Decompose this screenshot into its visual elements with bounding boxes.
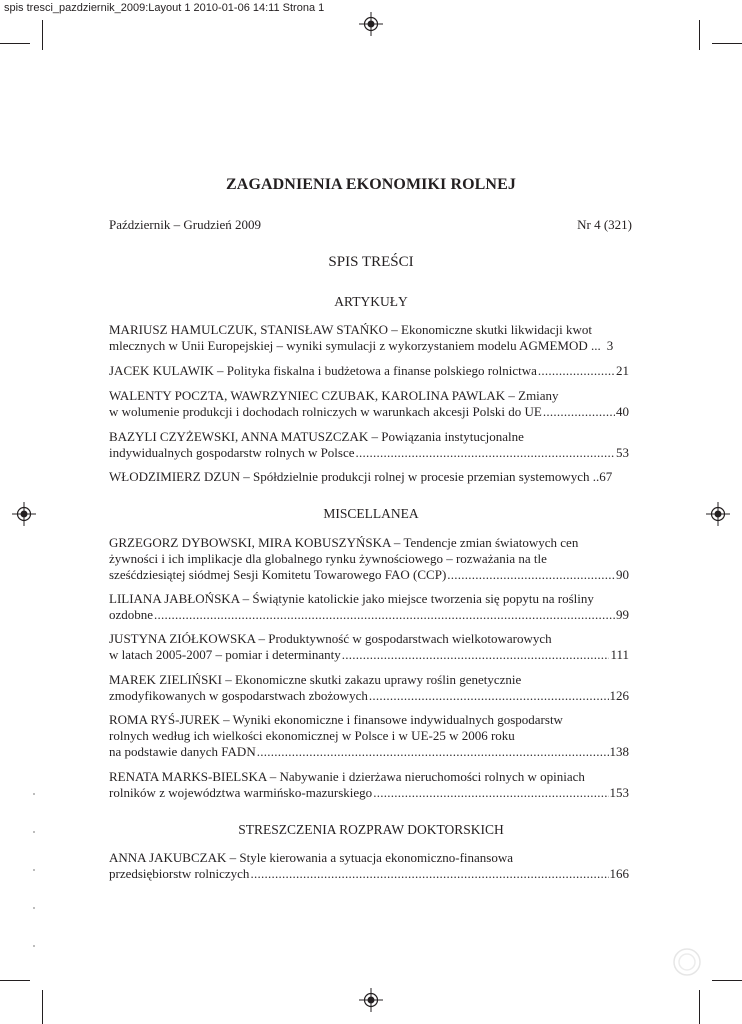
registration-mark-icon [359, 988, 383, 1012]
entry-line: MAREK ZIELIŃSKI – Ekonomiczne skutki zakazu uprawy roślin genetycznie [109, 672, 522, 687]
entry-line: żywności i ich implikacje dla globalnego rynku żywnościowego – rozważania na tle [109, 551, 547, 566]
entry-last-line [109, 469, 629, 485]
entry-line: RENATA MARKS-BIELSKA – Nabywanie i dzierżawa nieruchomości rolnych w opiniach [109, 769, 585, 784]
entry-line: MARIUSZ HAMULCZUK, STANISŁAW STAŃKO – Ekonomiczne skutki likwidacji kwot [109, 322, 593, 337]
entry-line: indywidualnych gospodarstw rolnych w Polsce [109, 445, 355, 460]
entry-last-line [109, 607, 629, 623]
entry-page-number: 40 [616, 404, 629, 419]
crop-mark-bottom-right-v [699, 990, 700, 1024]
entry-last-line [109, 744, 629, 760]
entry-page-number: 53 [616, 445, 629, 460]
leader-dots [154, 607, 615, 623]
toc-entry [109, 769, 629, 801]
leader-dots [447, 567, 615, 583]
crop-mark-top-left-v [42, 20, 43, 50]
leader-dots [257, 744, 609, 760]
leader-dots [373, 785, 608, 801]
leader-dots [250, 866, 608, 882]
margin-dot [33, 869, 35, 871]
crop-mark-bottom-left-v [42, 990, 43, 1024]
issue-line [109, 217, 632, 233]
crop-mark-top-left-h [0, 43, 30, 44]
toc-entry [109, 322, 629, 354]
margin-dot [33, 907, 35, 909]
toc-entry [109, 631, 629, 663]
entry-last-line [109, 363, 629, 379]
entry-line: BAZYLI CZYŻEWSKI, ANNA MATUSZCZAK – Powiązania instytucjonalne [109, 429, 524, 444]
toc-entry [109, 535, 629, 583]
toc-entry [109, 672, 629, 704]
entry-last-line [109, 338, 629, 354]
toc-entry [109, 591, 629, 623]
entry-line: w latach 2005-2007 – pomiar i determinanty [109, 647, 341, 662]
entry-line: LILIANA JABŁOŃSKA – Świątynie katolickie jako miejsce tworzenia się popytu na rośliny [109, 591, 594, 606]
entry-line: mlecznych w Unii Europejskiej – wyniki symulacji z wykorzystaniem modelu AGMEMOD ... [109, 338, 601, 353]
print-slug-line: spis tresci_pazdziernik_2009:Layout 1 2010-01-06 14:11 Strona 1 [4, 2, 325, 14]
entry-line: na podstawie danych FADN [109, 744, 256, 759]
entry-last-line [109, 785, 629, 801]
crop-mark-top-right-v [699, 20, 700, 50]
toc-entry [109, 363, 629, 379]
toc-entry [109, 850, 629, 882]
leader-dots [543, 404, 615, 420]
entry-line: zmodyfikowanych w gospodarstwach zbożowych [109, 688, 368, 703]
watermark-seal-icon [672, 947, 702, 977]
entry-page-number: 166 [609, 866, 629, 881]
entry-last-line [109, 647, 629, 663]
entry-page-number: 153 [609, 785, 629, 800]
section-heading: MISCELLANEA [323, 506, 419, 521]
issue-number: Nr 4 (321) [577, 217, 632, 232]
entry-line: przedsiębiorstw rolniczych [109, 866, 250, 881]
leader-dots [369, 688, 609, 704]
entry-last-line [109, 567, 629, 583]
entry-page-number: 126 [609, 688, 629, 703]
entry-last-line [109, 445, 629, 461]
entry-last-line [109, 688, 629, 704]
margin-dot [33, 945, 35, 947]
toc-entry [109, 429, 629, 461]
entry-last-line [109, 404, 629, 420]
issue-period: Październik – Grudzień 2009 [109, 217, 261, 232]
crop-mark-bottom-right-h [712, 980, 742, 981]
margin-dot [33, 793, 35, 795]
entry-line: ROMA RYŚ-JUREK – Wyniki ekonomiczne i finansowe indywidualnych gospodarstw [109, 712, 563, 727]
section-heading: ARTYKUŁY [334, 294, 408, 309]
registration-mark-icon [359, 12, 383, 36]
leader-dots [538, 363, 615, 379]
toc-entry [109, 712, 629, 760]
section-heading: STRESZCZENIA ROZPRAW DOKTORSKICH [238, 822, 504, 837]
entry-last-line [109, 866, 629, 882]
entry-page-number: 67 [599, 469, 613, 484]
entry-page-number: 3 [606, 338, 614, 353]
entry-page-number: 21 [616, 363, 629, 378]
entry-page-number: 111 [610, 647, 629, 662]
entry-line: WŁODZIMIERZ DZUN – Spółdzielnie produkcji rolnej w procesie przemian systemowych .. [109, 469, 600, 484]
leader-dots [342, 647, 610, 663]
entry-line: WALENTY POCZTA, WAWRZYNIEC CZUBAK, KAROLINA PAWLAK – Zmiany [109, 388, 559, 403]
entry-page-number: 138 [609, 744, 629, 759]
entry-line: GRZEGORZ DYBOWSKI, MIRA KOBUSZYŃSKA – Tendencje zmian światowych cen [109, 535, 579, 550]
entry-line: rolników z województwa warmińsko-mazurskiego [109, 785, 373, 800]
entry-line: ozdobne [109, 607, 154, 622]
entry-line: sześćdziesiątej siódmej Sesji Komitetu Towarowego FAO (CCP) [109, 567, 447, 582]
entry-line: ANNA JAKUBCZAK – Style kierowania a sytuacja ekonomiczno-finansowa [109, 850, 513, 865]
toc-title: SPIS TREŚCI [328, 254, 414, 270]
crop-mark-bottom-left-h [0, 980, 30, 981]
entry-line: JUSTYNA ZIÓŁKOWSKA – Produktywność w gospodarstwach wielkotowarowych [109, 631, 552, 646]
toc-entry [109, 469, 629, 485]
journal-title: ZAGADNIENIA EKONOMIKI ROLNEJ [226, 176, 516, 193]
entry-line: w wolumenie produkcji i dochodach rolniczych w warunkach akcesji Polski do UE [109, 404, 542, 419]
toc-entry [109, 388, 629, 420]
entry-line: rolnych według ich wielkości ekonomicznej w Polsce i w UE-25 w 2006 roku [109, 728, 515, 743]
entry-line: JACEK KULAWIK – Polityka fiskalna i budżetowa a finanse polskiego rolnictwa [109, 363, 537, 378]
entry-page-number: 90 [616, 567, 629, 582]
entry-page-number: 99 [616, 607, 629, 622]
leader-dots [356, 445, 615, 461]
crop-mark-top-right-h [712, 43, 742, 44]
